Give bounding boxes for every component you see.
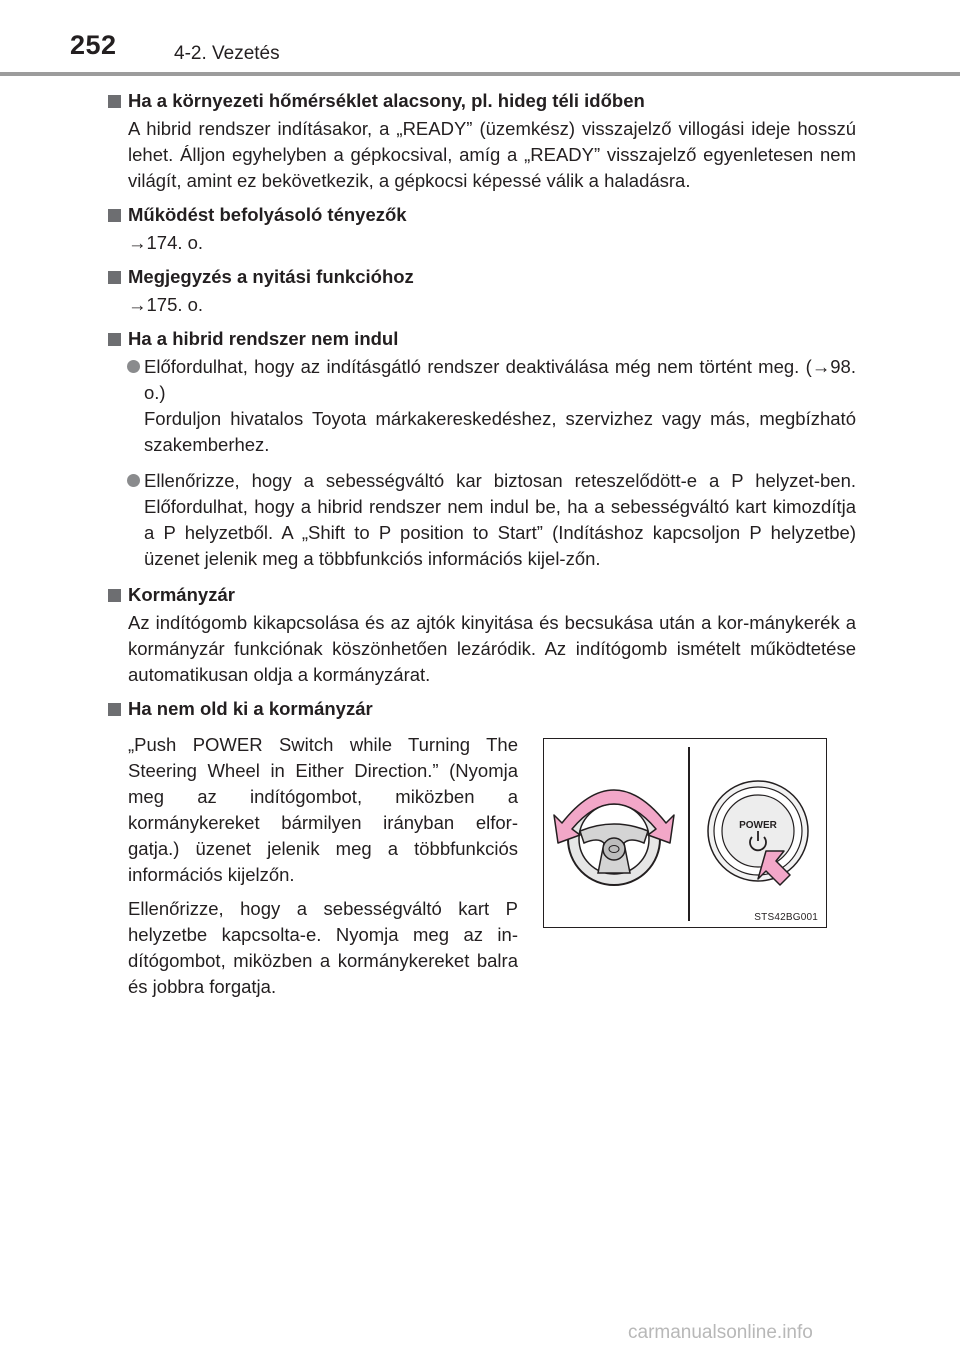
heading-influencing-factors: Működést befolyásoló tényezők — [108, 202, 856, 228]
reference-opening-function: →175. o. — [128, 294, 204, 315]
header-rule — [0, 72, 960, 76]
paragraph-steering-lock: Az indítógomb kikapcsolása és az ajtók kinyitása és becsukása után a kor-mánykerék a kormányzár funkciónak köszönhetően lezáródik. Az indítógomb ismételt működtetése automatikusan oldja a kormányzárat. — [128, 612, 856, 685]
paragraph-cold-temperature: A hibrid rendszer indításakor, a „READY” (üzemkész) visszajelző villogási ideje hosszú lehet. Álljon egyhelyben a gépkocsival, amíg a „READY” visszajelző egyenletesen nem világít, amint ez bekövetkezik, a gépkocsi képessé válik a haladásra. — [128, 118, 856, 191]
square-bullet-icon — [108, 271, 121, 284]
steering-lock-release-text — [128, 724, 518, 1008]
steering-lock-release-block — [128, 724, 856, 997]
paragraph-check-shift: Ellenőrizze, hogy a sebességváltó kart P helyzetbe kapcsolta-e. Nyomja meg az in-dítógombot, miközben a kormánykereket balra és jobbra forgatja. — [128, 898, 518, 997]
figure-code: STS42BG001 — [754, 912, 818, 923]
section-title: 4-2. Vezetés — [174, 43, 280, 64]
round-bullet-icon — [127, 474, 140, 487]
heading-opening-function: Megjegyzés a nyitási funkcióhoz — [108, 264, 856, 290]
illustration-svg — [544, 739, 828, 929]
bullet-immobilizer: Előfordulhat, hogy az indításgátló rendszer deaktiválása még nem történt meg. (→98. o.) Forduljon hivatalos Toyota márkakereskedéshez, szervizhez vagy más, megbízható szakemberhez. — [128, 354, 856, 458]
paragraph-push-power-message: „Push POWER Switch while Turning The Steering Wheel in Either Direction.” (Nyomja meg az indítógombot, miközben a kormánykereket bármilyen irányban elfor-gatja.) üzenet jelenik meg a többfunkciós információs kijelzőn. — [128, 734, 518, 885]
heading-steering-lock: Kormányzár — [108, 582, 856, 608]
heading-cold-temperature: Ha a környezeti hőmérséklet alacsony, pl. hideg téli időben — [108, 88, 856, 114]
page-content — [108, 88, 856, 997]
bullet-shift-lever: Ellenőrizze, hogy a sebességváltó kar biztosan reteszelődött-e a P helyzet-ben. Előfordulhat, hogy a hibrid rendszer nem indul be, ha a sebességváltó kart kimozdítja a P helyzetből. A „Shift to P position to Start” (Indításhoz kapcsoljon P helyzetbe) üzenet jelenik meg a többfunkciós információs kijel-zőn. — [128, 468, 856, 572]
reference-influencing-factors: →174. o. — [128, 232, 204, 253]
page-number: 252 — [70, 30, 117, 60]
square-bullet-icon — [108, 95, 121, 108]
square-bullet-icon — [108, 703, 121, 716]
square-bullet-icon — [108, 333, 121, 346]
square-bullet-icon — [108, 589, 121, 602]
round-bullet-icon — [127, 360, 140, 373]
steering-power-illustration — [543, 738, 827, 928]
power-button-icon — [708, 781, 808, 881]
heading-steering-lock-release: Ha nem old ki a kormányzár — [108, 696, 856, 722]
heading-hybrid-not-starting: Ha a hibrid rendszer nem indul — [108, 326, 856, 352]
watermark: carmanualsonline.info — [628, 1322, 813, 1343]
square-bullet-icon — [108, 209, 121, 222]
page-header — [0, 0, 960, 80]
power-button-label: POWER — [739, 820, 777, 831]
